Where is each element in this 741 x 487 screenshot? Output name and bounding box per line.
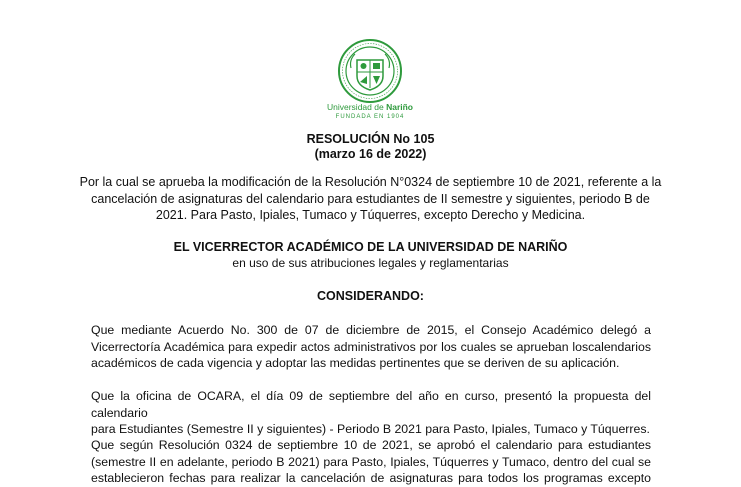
resolution-date: (marzo 16 de 2022) [314,147,427,161]
university-name-main: Nariño [386,102,413,112]
paragraph-line: Que la oficina de OCARA, el día 09 de septiembre del año en curso, presentó la propuesta del calendario [91,389,651,420]
paragraph-line: académicos de cada vigencia y adoptar las medidas pertinentes que se deriven de su aplicación. [91,356,620,370]
summary-line: Por la cual se aprueba la modificación de la Resolución N°0324 de septiembre 10 de 2021, referente a la [79,175,662,189]
paragraph-3 [91,437,651,487]
paragraph-line: establecieron fechas para realizar la cancelación de asignaturas para todos los programas excepto [91,471,651,485]
summary-line: 2021. Para Pasto, Ipiales, Tumaco y Túquerres, excepto Derecho y Medicina. [155,208,586,222]
authority-title: EL VICERRECTOR ACADÉMICO DE LA UNIVERSIDAD DE NARIÑO [173,240,568,254]
paragraph-line: (semestre II en adelante, periodo B 2021) para Pasto, Ipiales, Túquerres y Tumaco, dentro del cual se [91,454,651,469]
considerando-heading: CONSIDERANDO: [317,289,424,303]
paragraph-line: Que mediante Acuerdo No. 300 de 07 de diciembre de 2015, el Consejo Académico delegó a [91,323,651,337]
paragraph-line: Vicerrectoría Académica para expedir actos administrativos por los cuales se aprueban loscalendarios [91,339,651,354]
university-logo [321,38,419,122]
university-seal-icon [337,38,403,104]
university-name [321,102,419,112]
resolution-summary [60,174,681,224]
paragraph-1 [91,322,651,372]
founded-caption: FUNDADA EN 1904 [335,114,405,120]
paragraph-line: para Estudiantes (Semestre II y siguientes) - Periodo B 2021 para Pasto, Ipiales, Tumaco y Túquerres. [91,422,650,436]
summary-line: cancelación de asignaturas del calendario para estudiantes de II semestre y siguientes, periodo B de [91,191,650,206]
paragraph-line: Que según Resolución 0324 de septiembre 10 de 2021, se aprobó el calendario para estudiantes [91,438,651,452]
paragraph-2 [91,388,651,438]
authority-subtitle: en uso de sus atribuciones legales y reglamentarias [232,256,509,270]
resolution-title: RESOLUCIÓN No 105 [306,132,435,146]
university-name-prefix: Universidad de [327,102,384,112]
